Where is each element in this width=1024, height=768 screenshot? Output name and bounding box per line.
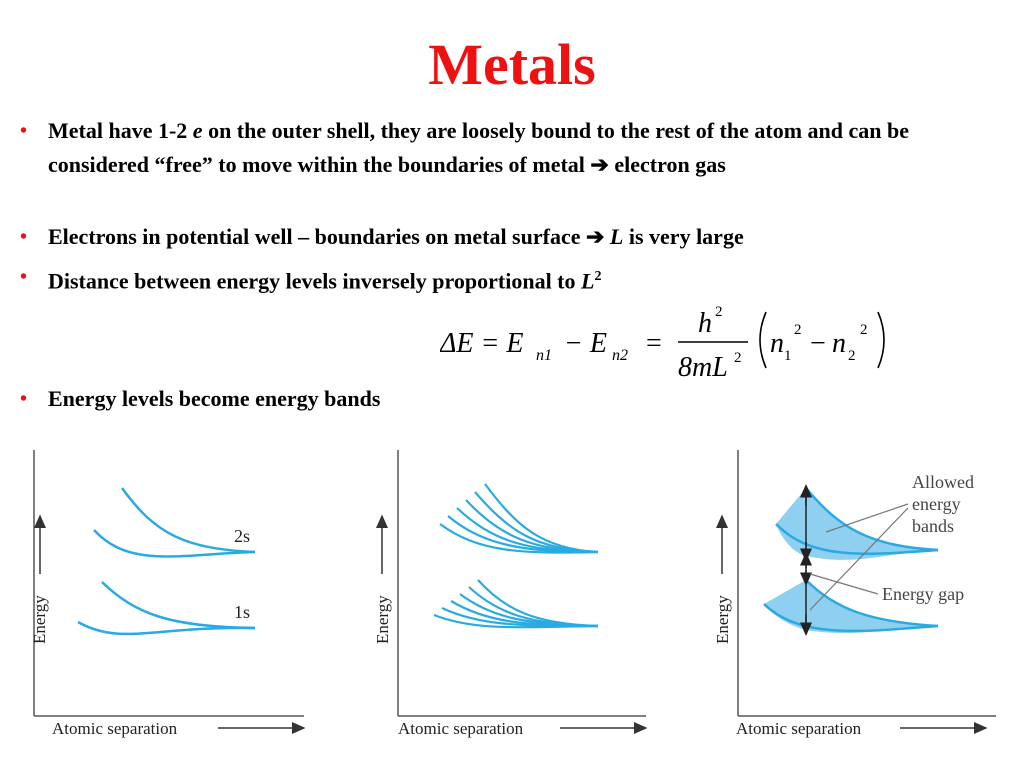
text-run: Metal have 1-2 bbox=[48, 118, 193, 143]
bullet-text bbox=[48, 114, 983, 182]
level-curve-1s-lower bbox=[78, 622, 255, 634]
y-axis-label: Energy bbox=[373, 595, 392, 644]
formula-n1-sub: 1 bbox=[784, 348, 792, 364]
x-axis-label: Atomic separation bbox=[736, 719, 862, 738]
text-run: is very large bbox=[623, 224, 744, 249]
formula-sub-n1: n1 bbox=[536, 347, 552, 364]
bullet-marker: • bbox=[20, 388, 28, 410]
y-axis-label: Energy bbox=[30, 595, 49, 644]
arrow-icon: ➔ bbox=[590, 152, 609, 177]
bullet-text bbox=[48, 220, 983, 254]
formula-num-exp: 2 bbox=[715, 304, 723, 320]
leader-line bbox=[826, 504, 908, 532]
annotation-allowed: Allowed bbox=[912, 472, 974, 492]
bullet-marker: • bbox=[20, 226, 28, 248]
formula-sub-n2: n2 bbox=[612, 347, 628, 364]
formula-op: − bbox=[810, 328, 826, 359]
text-run-italic: e bbox=[192, 118, 203, 143]
energy-band-figure bbox=[20, 434, 1010, 746]
formula-equals: = bbox=[646, 328, 662, 359]
band-curve bbox=[466, 500, 598, 552]
x-axis-label: Atomic separation bbox=[52, 719, 178, 738]
formula-n2-sub: 2 bbox=[848, 348, 856, 364]
text-run: electron gas bbox=[608, 152, 726, 177]
formula-lhs: ΔE = E bbox=[440, 328, 524, 359]
bullet-text bbox=[48, 260, 983, 298]
bullet-marker: • bbox=[20, 266, 28, 288]
bullet-text bbox=[48, 382, 983, 416]
y-axis-label: Energy bbox=[713, 595, 732, 644]
slide-title: Metals bbox=[428, 32, 596, 97]
level-label-2s: 2s bbox=[234, 526, 251, 546]
band-curve bbox=[475, 492, 598, 552]
x-axis-label: Atomic separation bbox=[398, 719, 524, 738]
formula-numerator: h bbox=[698, 308, 712, 339]
text-run: Energy levels become energy bands bbox=[48, 386, 381, 411]
text-run-italic: L bbox=[581, 268, 595, 294]
formula-n1-exp: 2 bbox=[794, 322, 802, 338]
annotation-bands: bands bbox=[912, 516, 954, 536]
arrow-icon: ➔ bbox=[585, 224, 605, 249]
close-paren bbox=[878, 312, 884, 368]
panel-splitting-levels bbox=[373, 450, 646, 738]
formula-n2-exp: 2 bbox=[860, 322, 868, 338]
formula-den-exp: 2 bbox=[734, 350, 742, 366]
formula-denominator: 8mL bbox=[678, 352, 728, 383]
annotation-energy: energy bbox=[912, 494, 961, 514]
formula-minus-e: − E bbox=[564, 328, 607, 359]
superscript: 2 bbox=[594, 269, 602, 284]
energy-difference-formula bbox=[440, 300, 900, 384]
bullet-marker: • bbox=[20, 120, 28, 142]
panel-energy-levels bbox=[30, 450, 304, 738]
formula-n2: n bbox=[832, 328, 846, 359]
level-label-1s: 1s bbox=[234, 602, 251, 622]
text-run: Distance between energy levels inversely proportional to bbox=[48, 268, 582, 294]
level-curve-2s-lower bbox=[94, 530, 255, 556]
annotation-energy-gap: Energy gap bbox=[882, 584, 965, 604]
text-run-italic: L bbox=[609, 224, 624, 249]
text-run: Electrons in potential well – boundaries on metal surface bbox=[48, 224, 586, 249]
panel-energy-bands bbox=[713, 450, 996, 738]
formula-n1: n bbox=[770, 328, 784, 359]
text-run: on the outer shell, they are loosely bound to the rest of the atom and can be considered “free” to move within the boundaries of metal bbox=[48, 118, 910, 177]
band-curve bbox=[469, 587, 598, 626]
open-paren bbox=[760, 312, 766, 368]
level-curve-1s-upper bbox=[102, 582, 255, 628]
